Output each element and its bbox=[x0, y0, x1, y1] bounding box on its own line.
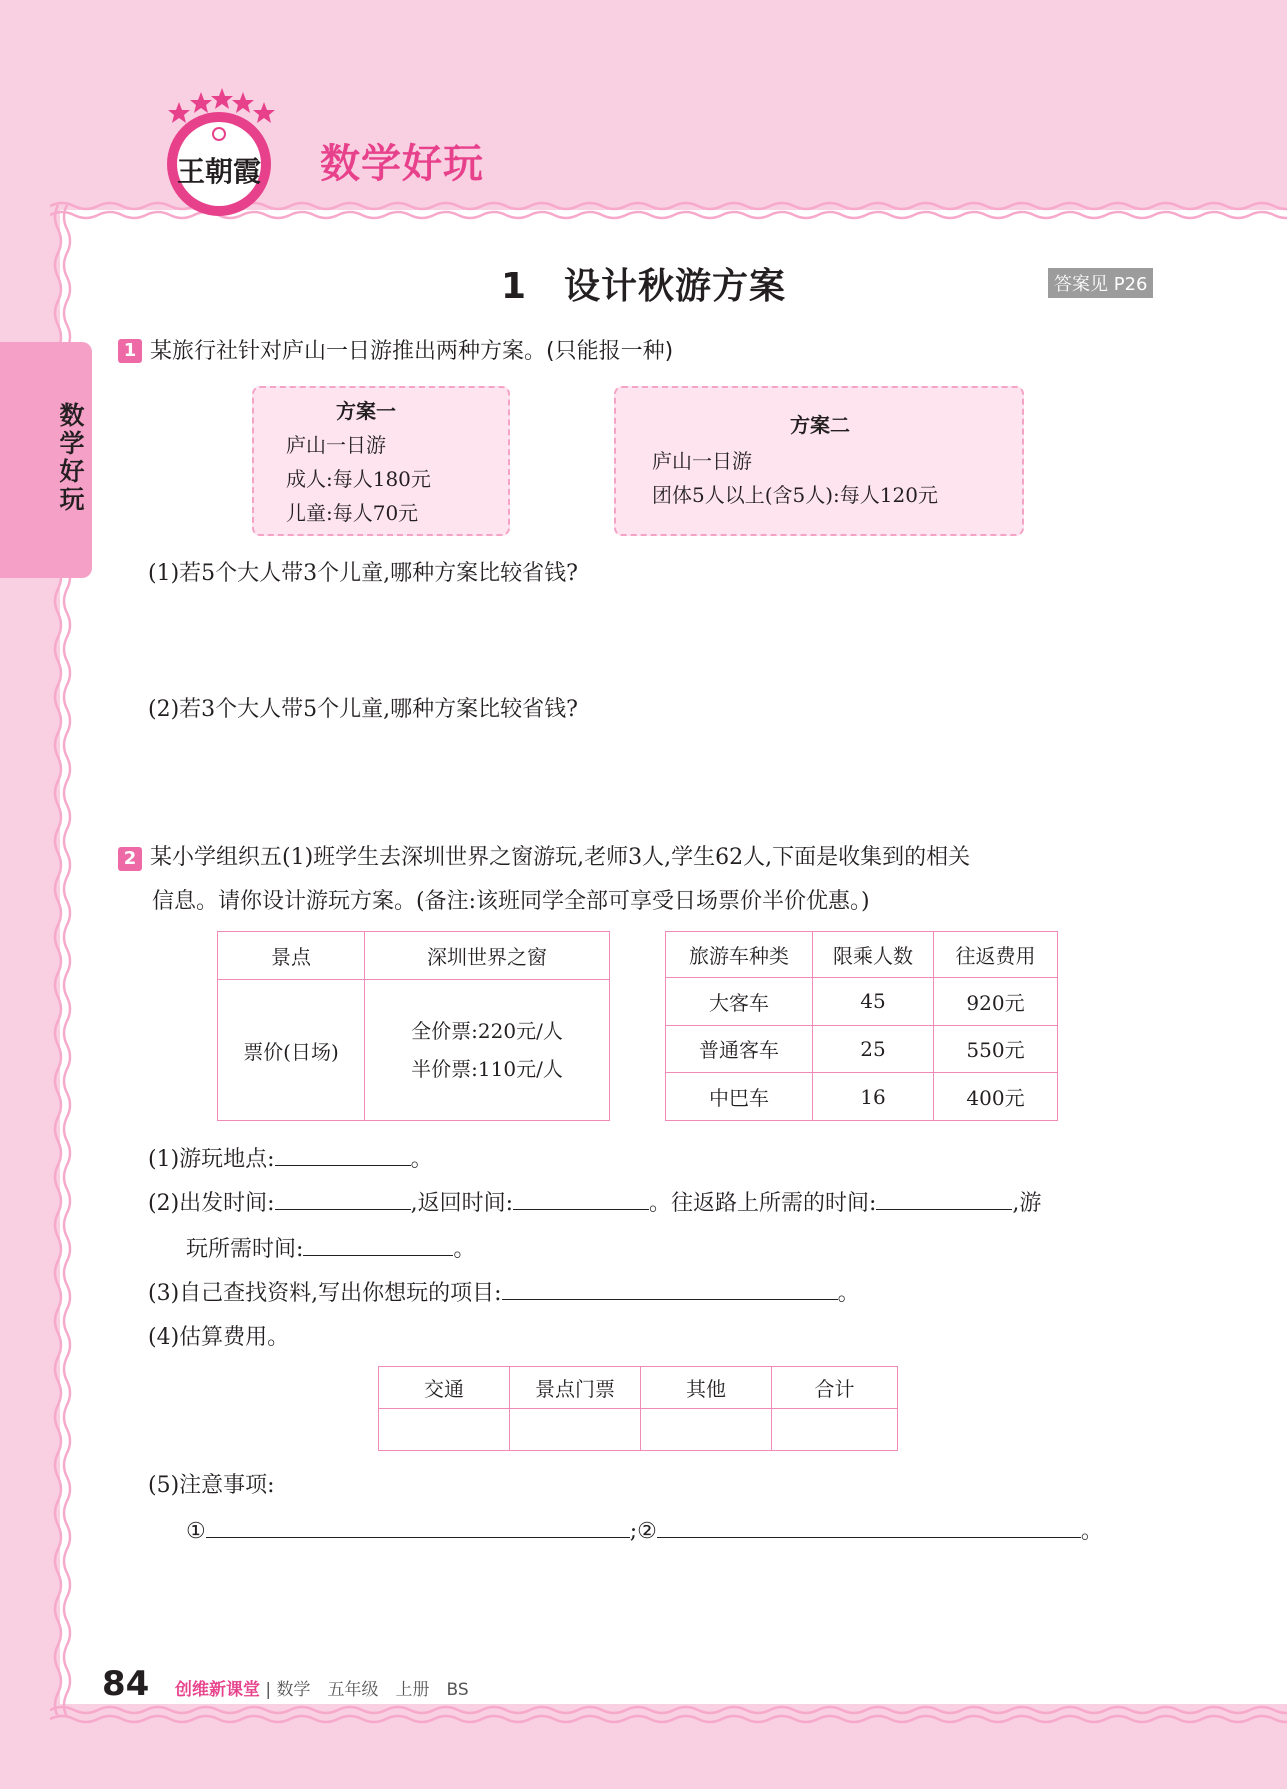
side-tab-label: 数学好玩 bbox=[59, 401, 85, 514]
table-cell: 大客车 bbox=[666, 978, 813, 1026]
table-header-cell: 景点 bbox=[218, 932, 365, 980]
table-cell: 920元 bbox=[934, 978, 1058, 1026]
table-header-cell: 往返费用 bbox=[934, 932, 1058, 978]
q1-sub-question-2: (2)若3个大人带5个儿童,哪种方案比较省钱? bbox=[148, 697, 578, 722]
plan-2-line: 团体5人以上(含5人):每人120元 bbox=[652, 483, 938, 507]
plan-1-line: 庐山一日游 bbox=[286, 433, 386, 457]
bus-rental-table bbox=[665, 931, 1058, 1121]
question-text-line-1: 某小学组织五(1)班学生去深圳世界之窗游玩,老师3人,学生62人,下面是收集到的相关 bbox=[150, 845, 971, 870]
plan-2-line: 庐山一日游 bbox=[652, 449, 752, 473]
prompt-text: (2)出发时间: bbox=[148, 1191, 275, 1216]
prompt-text: 。 bbox=[837, 1281, 860, 1306]
q2-sub-question-2 bbox=[148, 1186, 1041, 1217]
plan-1-box bbox=[252, 386, 510, 536]
half-price-text: 半价票:110元/人 bbox=[411, 1057, 563, 1081]
answer-cell[interactable] bbox=[510, 1409, 641, 1451]
q2-sub-question-5: (5)注意事项: bbox=[148, 1473, 275, 1498]
footer-info bbox=[175, 1675, 469, 1700]
table-header-cell: 合计 bbox=[772, 1367, 898, 1409]
prompt-text: (1)游玩地点: bbox=[148, 1147, 275, 1172]
plan-2-title: 方案二 bbox=[790, 413, 850, 437]
side-tab bbox=[0, 342, 92, 578]
q2-sub-question-1 bbox=[148, 1142, 433, 1173]
answer-blank[interactable] bbox=[275, 1143, 411, 1166]
cost-estimate-table bbox=[378, 1366, 898, 1451]
table-row bbox=[379, 1409, 898, 1451]
q2-sub-question-2-continued bbox=[186, 1232, 475, 1263]
question-text-line-2: 信息。请你设计游玩方案。(备注:该班同学全部可享受日场票价半价优惠。) bbox=[152, 889, 870, 914]
table-header-cell: 交通 bbox=[379, 1367, 510, 1409]
answer-blank[interactable] bbox=[657, 1515, 1081, 1538]
answer-cell[interactable] bbox=[641, 1409, 772, 1451]
q2-sub-question-3 bbox=[148, 1276, 860, 1307]
answer-blank[interactable] bbox=[502, 1277, 838, 1300]
table-cell: 票价(日场) bbox=[218, 980, 365, 1121]
question-number-badge: 1 bbox=[118, 339, 142, 363]
question-1-heading bbox=[118, 334, 673, 365]
table-cell: 16 bbox=[813, 1073, 934, 1121]
table-cell: 550元 bbox=[934, 1025, 1058, 1073]
prompt-text: ,游 bbox=[1012, 1191, 1042, 1216]
answer-cell[interactable] bbox=[379, 1409, 510, 1451]
question-2-heading bbox=[118, 840, 970, 871]
table-cell: 普通客车 bbox=[666, 1025, 813, 1073]
table-header-cell: 其他 bbox=[641, 1367, 772, 1409]
prompt-text: ,返回时间: bbox=[410, 1191, 513, 1216]
table-cell bbox=[365, 980, 610, 1121]
table-cell: 中巴车 bbox=[666, 1073, 813, 1121]
q1-sub-question-1: (1)若5个大人带3个儿童,哪种方案比较省钱? bbox=[148, 561, 578, 586]
footer-brand: 创维新课堂 bbox=[175, 1680, 260, 1700]
table-header-cell: 限乘人数 bbox=[813, 932, 934, 978]
plan-1-line: 成人:每人180元 bbox=[286, 467, 431, 491]
table-row bbox=[666, 978, 1058, 1026]
answer-blank[interactable] bbox=[275, 1187, 411, 1210]
page-number: 84 bbox=[102, 1664, 150, 1704]
q2-sub-question-4: (4)估算费用。 bbox=[148, 1325, 290, 1350]
table-header-cell: 旅游车种类 bbox=[666, 932, 813, 978]
plan-1-line: 儿童:每人70元 bbox=[286, 501, 419, 525]
answer-blank[interactable] bbox=[513, 1187, 649, 1210]
prompt-text: ;② bbox=[629, 1519, 657, 1544]
answer-blank[interactable] bbox=[303, 1233, 453, 1256]
footer-book-info: | 数学 五年级 上册 BS bbox=[265, 1680, 469, 1700]
question-text: 某旅行社针对庐山一日游推出两种方案。(只能报一种) bbox=[150, 339, 674, 364]
prompt-text: 。 bbox=[1080, 1519, 1103, 1544]
lesson-title: 1 设计秋游方案 bbox=[500, 266, 787, 307]
bottom-wave-border bbox=[50, 1700, 1287, 1730]
logo-text: 王朝霞 bbox=[176, 155, 261, 188]
plan-2-box bbox=[614, 386, 1024, 536]
table-cell: 400元 bbox=[934, 1073, 1058, 1121]
brand-logo bbox=[158, 88, 280, 218]
prompt-text: ① bbox=[186, 1519, 206, 1544]
answer-blank[interactable] bbox=[206, 1515, 630, 1538]
section-title: 数学好玩 bbox=[320, 141, 484, 187]
plan-1-title: 方案一 bbox=[336, 399, 396, 423]
prompt-text: (3)自己查找资料,写出你想玩的项目: bbox=[148, 1281, 502, 1306]
prompt-text: 。 bbox=[453, 1237, 476, 1262]
answer-blank[interactable] bbox=[876, 1187, 1012, 1210]
table-header-cell: 景点门票 bbox=[510, 1367, 641, 1409]
table-cell: 45 bbox=[813, 978, 934, 1026]
table-row bbox=[666, 1025, 1058, 1073]
prompt-text: 。往返路上所需的时间: bbox=[648, 1191, 877, 1216]
ticket-price-table bbox=[217, 931, 610, 1121]
q2-notes-line bbox=[186, 1514, 1103, 1545]
question-number-badge: 2 bbox=[118, 847, 142, 871]
table-row bbox=[666, 1073, 1058, 1121]
answer-reference-badge: 答案见 P26 bbox=[1048, 268, 1153, 298]
prompt-text: 。 bbox=[410, 1147, 433, 1172]
full-price-text: 全价票:220元/人 bbox=[411, 1019, 563, 1043]
prompt-text: 玩所需时间: bbox=[186, 1237, 304, 1262]
answer-cell[interactable] bbox=[772, 1409, 898, 1451]
table-header-cell: 深圳世界之窗 bbox=[365, 932, 610, 980]
table-cell: 25 bbox=[813, 1025, 934, 1073]
